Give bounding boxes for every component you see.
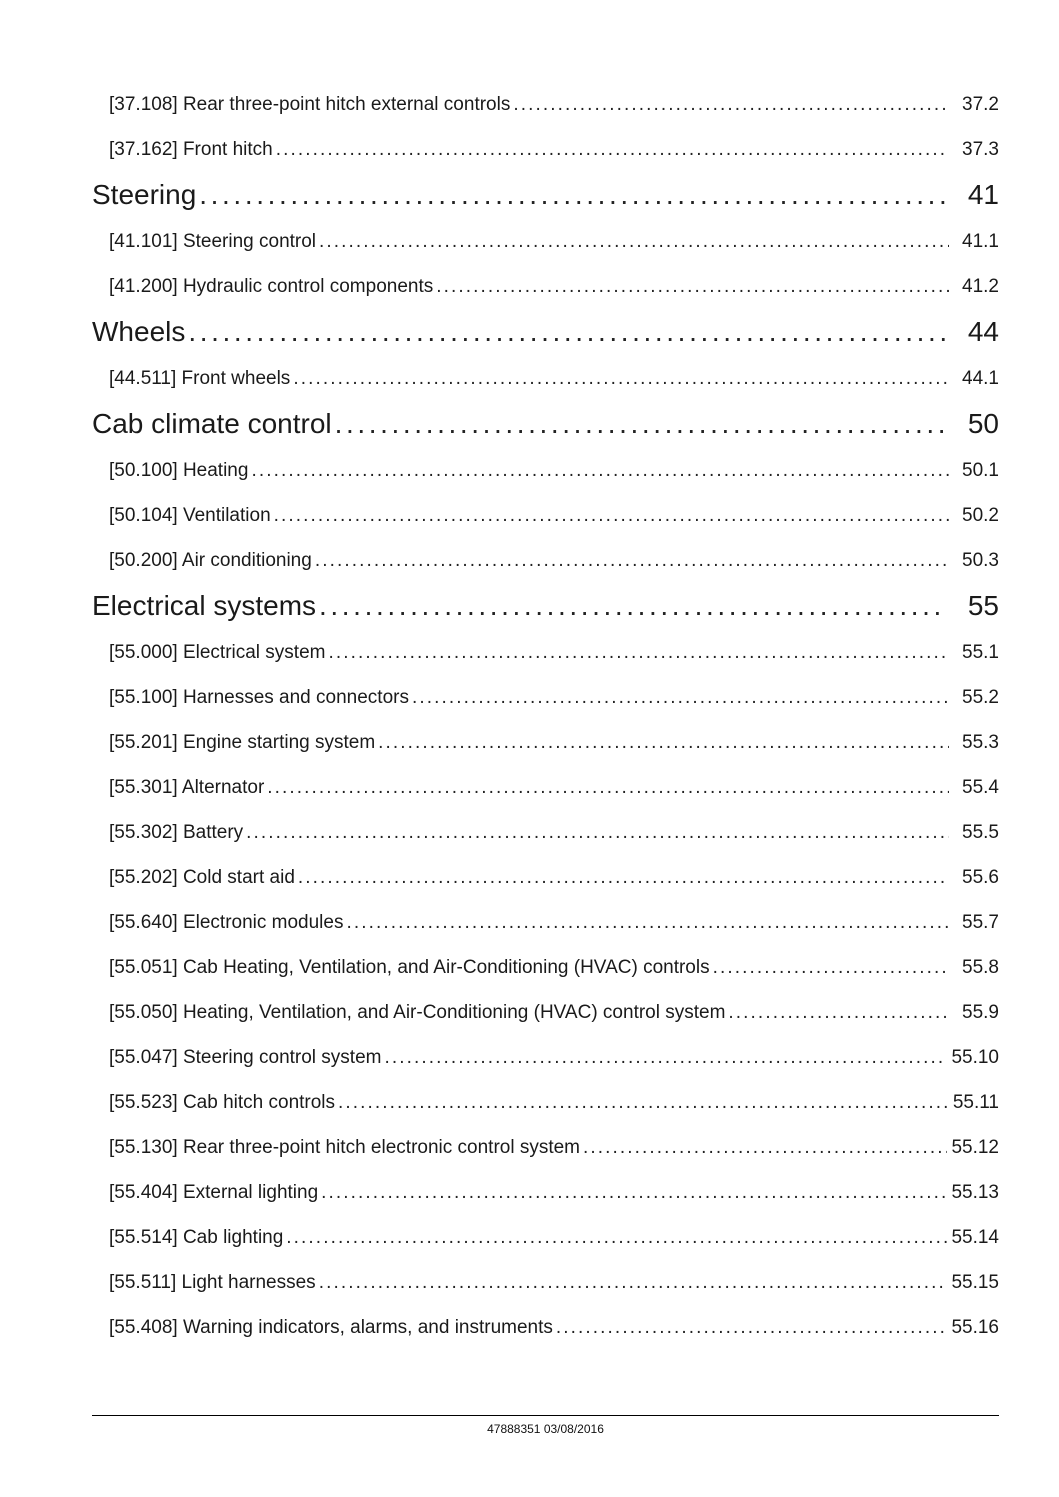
- toc-page-number: 55.1: [962, 642, 999, 663]
- toc-entry[interactable]: [92, 356, 999, 401]
- toc-entry[interactable]: [92, 1125, 999, 1170]
- toc-page-number: 55.7: [962, 912, 999, 933]
- toc-entry-label: [55.201] Engine starting system: [109, 732, 376, 753]
- page-footer: [92, 1415, 999, 1436]
- toc-page-number: 55.9: [962, 1002, 999, 1023]
- dot-leader: [513, 82, 949, 127]
- toc-entry[interactable]: [92, 1170, 999, 1215]
- toc-entry[interactable]: [92, 945, 999, 990]
- toc-entry[interactable]: [92, 810, 999, 855]
- toc-entry-label: [55.404] External lighting: [109, 1182, 319, 1203]
- toc-entry[interactable]: [92, 630, 999, 675]
- toc-entry-label: [41.200] Hydraulic control components: [109, 276, 434, 297]
- toc-entry[interactable]: [92, 1215, 999, 1260]
- toc-entry-label: [55.130] Rear three-point hitch electronic control system: [109, 1137, 581, 1158]
- toc-page-number: 50.2: [962, 505, 999, 526]
- toc-entry[interactable]: [92, 1080, 999, 1125]
- dot-leader: [293, 356, 949, 401]
- dot-leader: [556, 1305, 948, 1350]
- toc-page-number: 55.10: [951, 1047, 999, 1068]
- dot-leader: [274, 493, 949, 538]
- toc-entry-label: [44.511] Front wheels: [109, 368, 291, 389]
- toc-section-title: Wheels: [92, 316, 186, 347]
- dot-leader: [728, 990, 949, 1035]
- toc-entry-label: [55.100] Harnesses and connectors: [109, 687, 409, 708]
- dot-leader: [436, 264, 949, 309]
- toc-entry-label: [50.100] Heating: [109, 460, 249, 481]
- toc-section-title: Electrical systems: [92, 590, 317, 621]
- toc-entry[interactable]: [92, 855, 999, 900]
- dot-leader: [246, 810, 949, 855]
- toc-page-number: 55.16: [951, 1317, 999, 1338]
- toc-entry-label: [55.202] Cold start aid: [109, 867, 295, 888]
- toc-entry-label: [55.000] Electrical system: [109, 642, 326, 663]
- toc-entry[interactable]: [92, 264, 999, 309]
- toc-entry-label: [55.302] Battery: [109, 822, 244, 843]
- toc-section[interactable]: [92, 171, 999, 219]
- toc-page-number: 50: [967, 408, 999, 439]
- toc-entry-label: [55.511] Light harnesses: [109, 1272, 316, 1293]
- dot-leader: [328, 630, 949, 675]
- toc-page-number: 41.2: [962, 276, 999, 297]
- toc-entry[interactable]: [92, 493, 999, 538]
- toc-page-number: 55.12: [951, 1137, 999, 1158]
- toc-entry[interactable]: [92, 82, 999, 127]
- toc-entry-label: [55.050] Heating, Ventilation, and Air-Conditioning (HVAC) control system: [109, 1002, 726, 1023]
- toc-page-number: 37.2: [962, 94, 999, 115]
- toc-entry[interactable]: [92, 720, 999, 765]
- toc-section-title: Cab climate control: [92, 408, 332, 439]
- dot-leader: [319, 1260, 948, 1305]
- toc-page-number: 50.1: [962, 460, 999, 481]
- dot-leader: [346, 900, 949, 945]
- toc-entry[interactable]: [92, 765, 999, 810]
- toc-page-number: 55: [967, 590, 999, 621]
- dot-leader: [384, 1035, 947, 1080]
- dot-leader: [188, 308, 945, 356]
- toc-entry[interactable]: [92, 900, 999, 945]
- toc-page-number: 55.2: [962, 687, 999, 708]
- dot-leader: [298, 855, 949, 900]
- toc-entry-label: [55.640] Electronic modules: [109, 912, 344, 933]
- toc-page-number: 55.11: [952, 1092, 999, 1113]
- toc-entry[interactable]: [92, 675, 999, 720]
- dot-leader: [319, 582, 945, 630]
- toc-entry-label: [37.108] Rear three-point hitch external controls: [109, 94, 511, 115]
- toc-entry[interactable]: [92, 990, 999, 1035]
- toc-page-number: 41: [967, 179, 999, 210]
- toc-page-number: 55.5: [962, 822, 999, 843]
- dot-leader: [251, 448, 949, 493]
- dot-leader: [267, 765, 949, 810]
- toc-entry-label: [37.162] Front hitch: [109, 139, 273, 160]
- toc-entry-label: [50.200] Air conditioning: [109, 550, 312, 571]
- toc-section[interactable]: [92, 582, 999, 630]
- document-id-date: 47888351 03/08/2016: [487, 1422, 604, 1436]
- toc-section[interactable]: [92, 308, 999, 356]
- dot-leader: [199, 171, 945, 219]
- toc-section[interactable]: [92, 400, 999, 448]
- toc-entry-label: [50.104] Ventilation: [109, 505, 271, 526]
- dot-leader: [338, 1080, 949, 1125]
- toc-entry[interactable]: [92, 538, 999, 583]
- table-of-contents: [92, 82, 999, 1350]
- toc-page-number: 41.1: [962, 231, 999, 252]
- toc-entry-label: [41.101] Steering control: [109, 231, 317, 252]
- toc-page-number: 55.8: [962, 957, 999, 978]
- dot-leader: [321, 1170, 947, 1215]
- dot-leader: [286, 1215, 947, 1260]
- toc-section-title: Steering: [92, 179, 197, 210]
- toc-entry-label: [55.514] Cab lighting: [109, 1227, 284, 1248]
- toc-entry[interactable]: [92, 1260, 999, 1305]
- toc-page-number: 55.6: [962, 867, 999, 888]
- toc-page-number: 55.3: [962, 732, 999, 753]
- dot-leader: [378, 720, 949, 765]
- toc-page-number: 44.1: [962, 368, 999, 389]
- toc-page-number: 55.15: [951, 1272, 999, 1293]
- dot-leader: [713, 945, 949, 990]
- dot-leader: [315, 538, 949, 583]
- toc-page-number: 44: [967, 316, 999, 347]
- toc-entry-label: [55.523] Cab hitch controls: [109, 1092, 336, 1113]
- toc-entry[interactable]: [92, 219, 999, 264]
- toc-entry-label: [55.408] Warning indicators, alarms, and instruments: [109, 1317, 553, 1338]
- toc-page-number: 37.3: [962, 139, 999, 160]
- toc-entry-label: [55.051] Cab Heating, Ventilation, and Air-Conditioning (HVAC) controls: [109, 957, 710, 978]
- dot-leader: [335, 400, 945, 448]
- toc-page-number: 55.14: [951, 1227, 999, 1248]
- toc-page-number: 55.13: [951, 1182, 999, 1203]
- toc-entry-label: [55.047] Steering control system: [109, 1047, 382, 1068]
- toc-entry[interactable]: [92, 1035, 999, 1080]
- dot-leader: [583, 1125, 947, 1170]
- dot-leader: [319, 219, 949, 264]
- toc-entry[interactable]: [92, 127, 999, 172]
- toc-page-number: 50.3: [962, 550, 999, 571]
- toc-page-number: 55.4: [962, 777, 999, 798]
- dot-leader: [276, 127, 949, 172]
- dot-leader: [412, 675, 949, 720]
- toc-entry[interactable]: [92, 448, 999, 493]
- toc-entry-label: [55.301] Alternator: [109, 777, 265, 798]
- toc-entry[interactable]: [92, 1305, 999, 1350]
